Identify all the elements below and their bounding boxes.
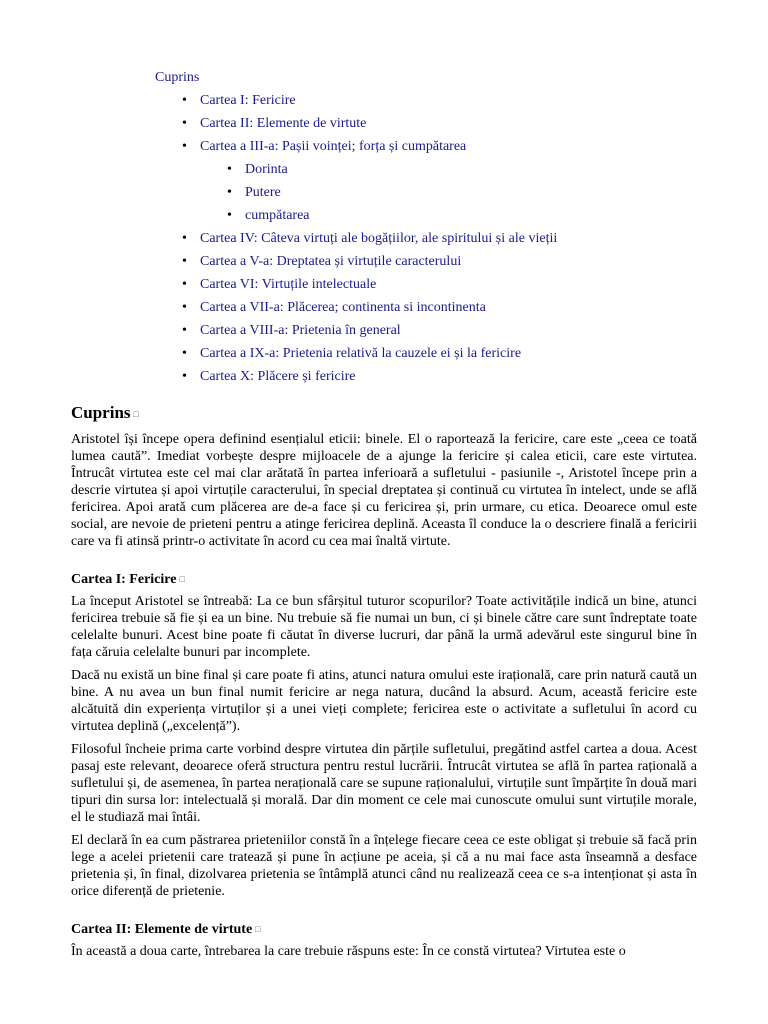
toc-link-cartea-1[interactable]: Cartea I: Fericire [200,93,296,108]
toc-item [155,342,557,365]
article-heading-text: Cuprins [71,403,131,422]
anchor-icon[interactable]: □ [179,574,185,584]
toc-item [155,273,557,296]
toc-item [155,89,557,112]
section1-paragraph: Dacă nu există un bine final și care poate fi atins, atunci natura omului este irațională, care prin natură caută un bine. A nu avea un bun final numit fericire ar nega natura, ducând la absurd. Acum, această fericire este alcătuită din experiența virtuților și a unei vieți complete; fericirea este o activitate a sufletului în acord cu virtutea deplină („excelență”). [71,668,697,734]
toc-subitem [155,158,557,181]
anchor-icon[interactable]: □ [133,409,139,419]
table-of-contents [155,66,557,388]
section1-paragraph: El declară în ea cum păstrarea prieteniilor constă în a înțelege fiecare ceea ce este obligat și trebuie să facă prin lege a acelei prietenii care tratează și pune în acțiune pe aceia, și că a nu mai face asta înseamnă a desface prietenia și, în final, dizolvarea prietenia se întâmplă atunci când nu realizează ceea ce s-a intenționat și asta în orice diferență de prietenie. [71,833,697,899]
section-heading-text: Cartea I: Fericire [71,572,177,587]
toc-link-cartea-9[interactable]: Cartea a IX-a: Prietenia relativă la cauzele ei și la fericire [200,346,522,361]
toc-link-cartea-3[interactable]: Cartea a III-a: Pașii voinței; forța și cumpătarea [200,139,467,154]
toc-link-cartea-8[interactable]: Cartea a VIII-a: Prietenia în general [200,323,401,338]
toc-list-continued [155,227,557,388]
section1-paragraph: Filosoful încheie prima carte vorbind despre virtutea din părțile sufletului, pregătind astfel cartea a doua. Acest pasaj este relevant, deoarece oferă structura pentru restul lucrării. Întrucât virtutea se află în partea rațională a sufletului și, de asemenea, în partea nerațională care se supune raționalului, virtuțile sunt împărțite în două mari tipuri din sursa lor: intelectuală și morală. Dar din moment ce cele mai cunoscute omului sunt virtuțile morale, el le studiază mai întâi. [71,742,697,825]
toc-item [155,319,557,342]
spacer [71,556,697,570]
toc-link-cartea-7[interactable]: Cartea a VII-a: Plăcerea; continenta si incontinenta [200,300,486,315]
intro-paragraph: Aristotel își începe opera definind esențialul eticii: binele. El o raportează la fericire, care este „ceea ce toată lumea caută”. Imediat vorbește despre mijloacele de a ajunge la fericire și calea eticii, care este virtutea. Întrucât virtutea este cel mai clar arătată în partea inferioară a sufletului - pasiunile -, Aristotel începe prin a descrie virtutea și apoi virtuțile caracterului, în special dreptatea și continuă cu virtutea în intelect, unde se află fericirea. Apoi arată cum plăcerea are de-a face și cu fericirea și, prin urmare, cu etica. Deoarece omul este social, are nevoie de prieteni pentru a atinge fericirea deplină. Aceasta îl conduce la o descriere finală a fericirii care va fi atinsă printr-o activitate în acord cu cea mai înaltă virtute. [71,432,697,549]
toc-subitem [155,181,557,204]
section1-paragraph: La început Aristotel se întreabă: La ce bun sfârșitul tuturor scopurilor? Toate activitățile indică un bine, atunci fericirea trebuie să fie și ea un bine. Nu trebuie să fie numai un bun, ci și binele către care sunt îndreptate toate celelalte bunuri. Acest bine poate fi căutat în diverse lucruri, dar până la urmă adevărul este singurul bine în fața căruia celelalte bunuri par incomplete. [71,594,697,660]
toc-link-cartea-6[interactable]: Cartea VI: Virtuțile intelectuale [200,277,377,292]
toc-item [155,135,557,158]
article-content [71,402,697,966]
spacer [71,906,697,920]
article-heading [71,402,697,425]
toc-item [155,112,557,135]
toc-list [155,89,557,158]
toc-link-cartea-2[interactable]: Cartea II: Elemente de virtute [200,116,367,131]
section-heading-cartea-1 [71,570,697,589]
toc-item [155,365,557,388]
toc-title-link[interactable]: Cuprins [155,70,200,85]
toc-sublist [155,158,557,227]
toc-link-putere[interactable]: Putere [245,185,281,200]
toc-link-cartea-10[interactable]: Cartea X: Plăcere și fericire [200,369,356,384]
anchor-icon[interactable]: □ [255,924,261,934]
section-heading-cartea-2 [71,920,697,939]
toc-item [155,227,557,250]
toc-link-cartea-5[interactable]: Cartea a V-a: Dreptatea și virtuțile caracterului [200,254,462,269]
toc-link-cartea-4[interactable]: Cartea IV: Câteva virtuți ale bogățiilor, ale spiritului și ale vieții [200,231,558,246]
toc-subitem [155,204,557,227]
toc-item [155,250,557,273]
section-heading-text: Cartea II: Elemente de virtute [71,922,253,937]
toc-link-cumpatarea[interactable]: cumpătarea [245,208,310,223]
toc-link-dorinta[interactable]: Dorinta [245,162,288,177]
section2-paragraph: În această a doua carte, întrebarea la care trebuie răspuns este: În ce constă virtutea? Virtutea este o [71,944,626,959]
toc-item [155,296,557,319]
